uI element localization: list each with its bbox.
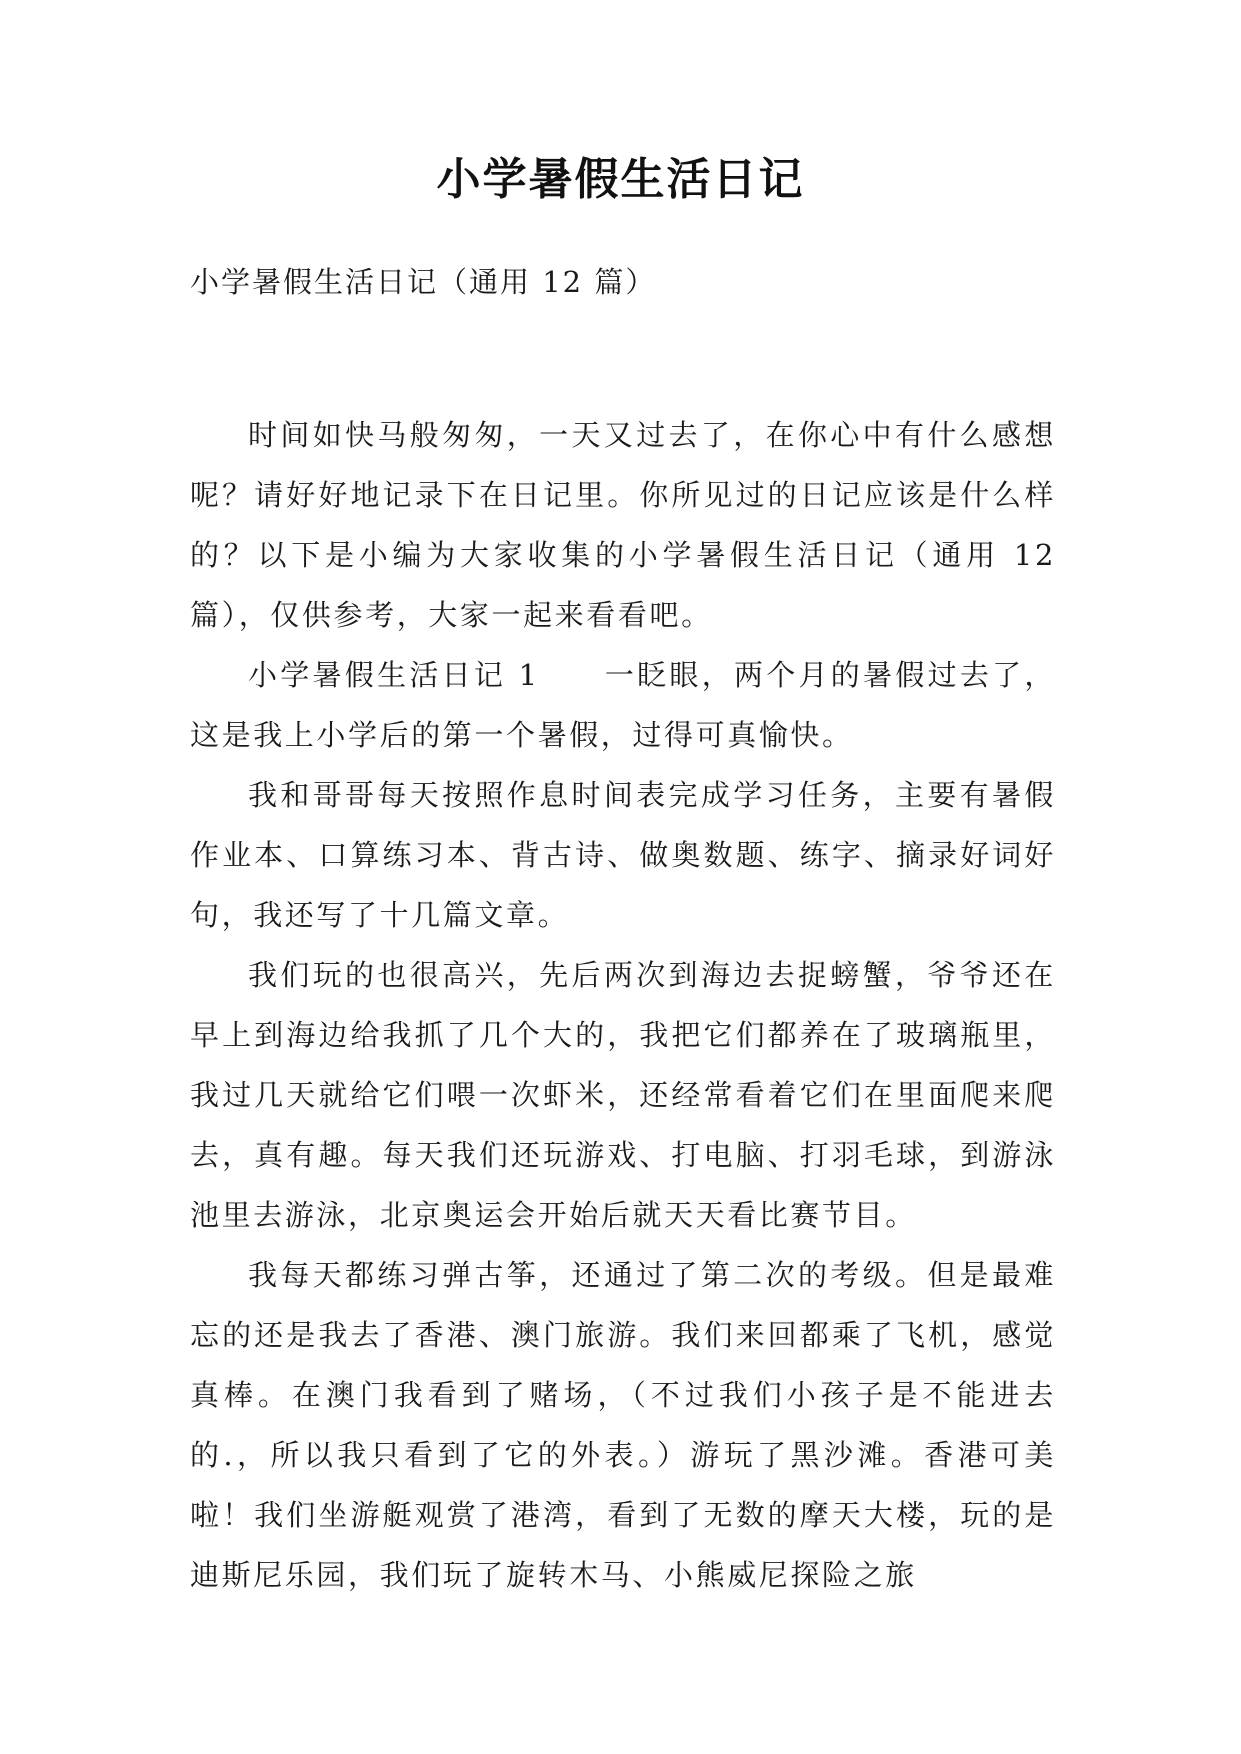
paragraph-study-tasks: 我和哥哥每天按照作息时间表完成学习任务，主要有暑假作业本、口算练习本、背古诗、做奥数题、练字、摘录好词好句，我还写了十几篇文章。 bbox=[190, 778, 1056, 932]
document-title: 小学暑假生活日记 bbox=[436, 154, 805, 205]
document-body bbox=[190, 405, 1056, 1605]
document-subtitle: 小学暑假生活日记（通用 12 篇） bbox=[190, 265, 657, 299]
paragraph-intro: 时间如快马般匆匆，一天又过去了，在你心中有什么感想呢？请好好地记录下在日记里。你所见过的日记应该是什么样的？以下是小编为大家收集的小学暑假生活日记（通用 12 篇），仅供参考，大家一起来看看吧。 bbox=[190, 418, 1056, 632]
paragraph-diary-1-opening: 小学暑假生活日记 1 一眨眼，两个月的暑假过去了，这是我上小学后的第一个暑假，过得可真愉快。 bbox=[190, 658, 1056, 752]
paragraph-playing: 我们玩的也很高兴，先后两次到海边去捉螃蟹，爷爷还在早上到海边给我抓了几个大的，我把它们都养在了玻璃瓶里，我过几天就给它们喂一次虾米，还经常看着它们在里面爬来爬去，真有趣。每天我们还玩游戏、打电脑、打羽毛球，到游泳池里去游泳，北京奥运会开始后就天天看比赛节目。 bbox=[190, 958, 1056, 1232]
paragraph-travel: 我每天都练习弹古筝，还通过了第二次的考级。但是最难忘的还是我去了香港、澳门旅游。我们来回都乘了飞机，感觉真棒。在澳门我看到了赌场，（不过我们小孩子是不能进去的.，所以我只看到了它的外表。）游玩了黑沙滩。香港可美啦！我们坐游艇观赏了港湾，看到了无数的摩天大楼，玩的是迪斯尼乐园，我们玩了旋转木马、小熊威尼探险之旅 bbox=[190, 1258, 1056, 1592]
